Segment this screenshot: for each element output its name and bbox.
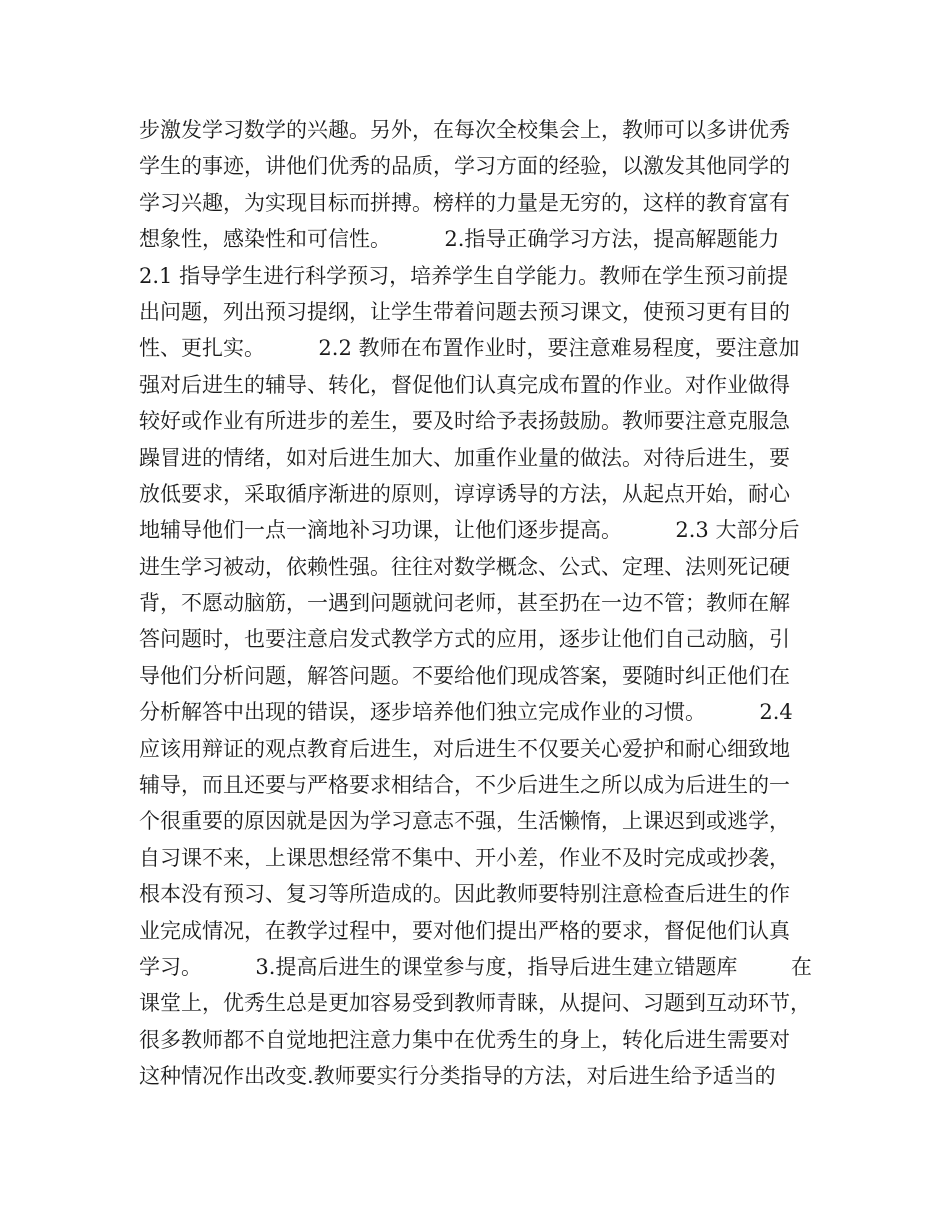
text-line: 这种情况作出改变.教师要实行分类指导的方法，对后进生给予适当的	[139, 1064, 776, 1089]
text-line: 步激发学习数学的兴趣。另外，在每次全校集会上，教师可以多讲优秀	[139, 118, 790, 142]
text-line: 学生的事迹，讲他们优秀的品质，学习方面的经验，以激发其他同学的	[139, 154, 790, 179]
text-line: 分析解答中出现的错误，逐步培养他们独立完成作业的习惯。 2.4	[139, 700, 793, 725]
text-line: 辅导，而且还要与严格要求相结合，不少后进生之所以成为后进生的一	[139, 773, 790, 798]
text-line: 个很重要的原因就是因为学习意志不强，生活懒惰，上课迟到或逃学，	[139, 809, 790, 834]
text-line: 学习兴趣，为实现目标而拼搏。榜样的力量是无穷的，这样的教育富有	[139, 190, 790, 215]
text-line: 出问题，列出预习提纲，让学生带着问题去预习课文，使预习更有目的	[139, 299, 790, 324]
text-line: 性、更扎实。 2.2 教师在布置作业时，要注意难易程度，要注意加	[139, 336, 800, 361]
text-line: 2.1 指导学生进行科学预习，培养学生自学能力。教师在学生预习前提	[139, 263, 789, 288]
text-line: 放低要求，采取循序渐进的原则，谆谆诱导的方法，从起点开始，耐心	[139, 481, 790, 506]
text-line: 学习。 3.提高后进生的课堂参与度，指导后进生建立错题库 在	[139, 954, 812, 979]
text-line: 业完成情况，在教学过程中，要对他们提出严格的要求，督促他们认真	[139, 918, 790, 943]
text-line: 强对后进生的辅导、转化，督促他们认真完成布置的作业。对作业做得	[139, 372, 790, 397]
text-line: 应该用辩证的观点教育后进生，对后进生不仅要关心爱护和耐心细致地	[139, 736, 790, 761]
text-line: 地辅导他们一点一滴地补习功课，让他们逐步提高。 2.3 大部分后	[139, 518, 800, 543]
text-line: 课堂上，优秀生总是更加容易受到教师青睐，从提问、习题到互动环节，	[139, 991, 811, 1016]
text-line: 根本没有预习、复习等所造成的。因此教师要特别注意检查后进生的作	[139, 882, 790, 907]
text-line: 自习课不来，上课思想经常不集中、开小差，作业不及时完成或抄袭，	[139, 845, 790, 870]
text-line: 较好或作业有所进步的差生，要及时给予表扬鼓励。教师要注意克服急	[139, 409, 790, 434]
text-line: 进生学习被动，依赖性强。往往对数学概念、公式、定理、法则死记硬	[139, 554, 790, 579]
text-line: 答问题时，也要注意启发式教学方式的应用，逐步让他们自己动脑，引	[139, 627, 790, 652]
document-body	[139, 112, 839, 1095]
text-line: 想象性，感染性和可信性。 2.指导正确学习方法，提高解题能力	[139, 227, 780, 252]
text-line: 导他们分析问题，解答问题。不要给他们现成答案，要随时纠正他们在	[139, 663, 790, 688]
text-line: 背，不愿动脑筋，一遇到问题就问老师，甚至扔在一边不管；教师在解	[139, 591, 790, 616]
text-line: 躁冒进的情绪，如对后进生加大、加重作业量的做法。对待后进生，要	[139, 445, 790, 470]
text-line: 很多教师都不自觉地把注意力集中在优秀生的身上，转化后进生需要对	[139, 1027, 790, 1052]
